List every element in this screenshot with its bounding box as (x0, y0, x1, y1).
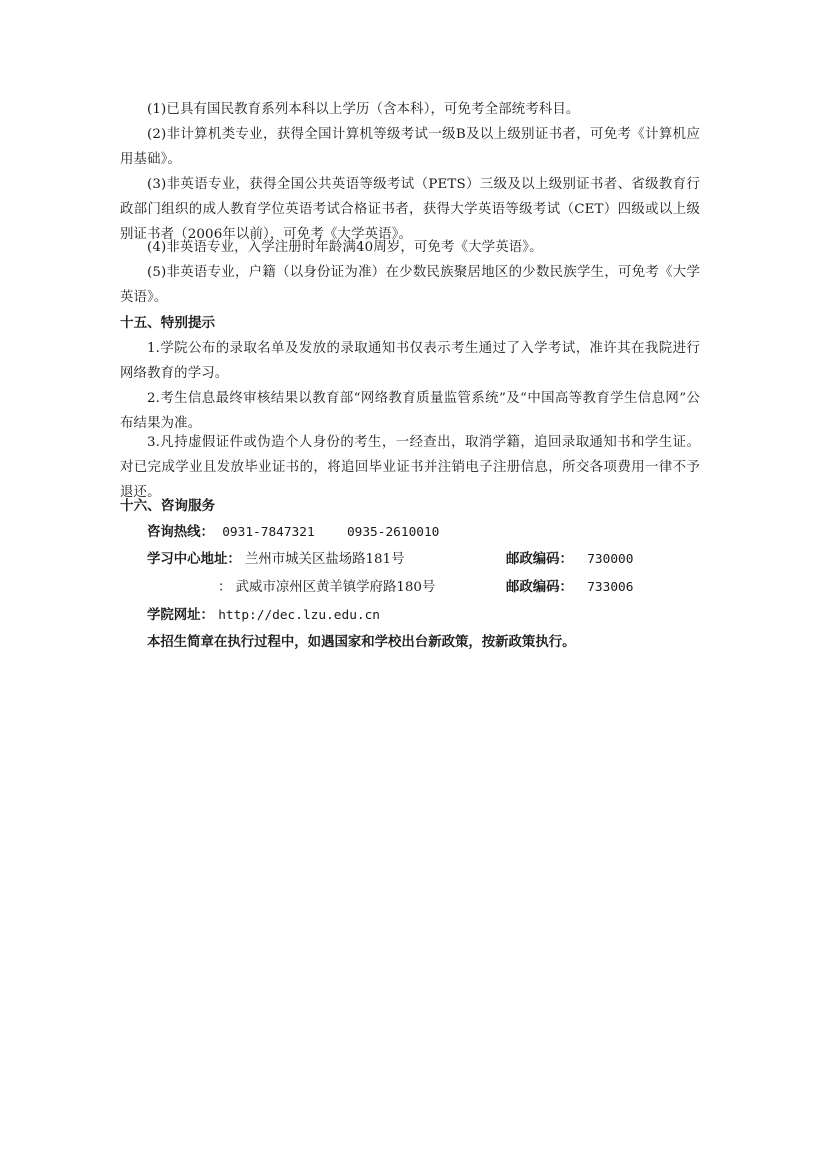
section-15-title: 十五、特别提示 (120, 315, 216, 331)
exemption-item-1: (1)已具有国民教育系列本科以上学历（含本科），可免考全部统考科目。 (147, 102, 580, 117)
center-1-row (147, 547, 404, 572)
exemption-item-5: (5)非英语专业，户籍（以身份证为准）在少数民族聚居地区的少数民族学生，可免考《大学英语》。 (120, 265, 700, 305)
notice-item-2: 2.考生信息最终审核结果以教育部“网络教育质量监管系统”及“中国高等教育学生信息网”公布结果为准。 (120, 391, 700, 431)
postcode-1: 730000 (587, 552, 634, 567)
notice-item-1: 1.学院公布的录取名单及发放的录取通知书仅表示考生通过了入学考试，准许其在我院进行网络教育的学习。 (120, 341, 700, 381)
center-label: 学习中心地址： (147, 552, 241, 567)
exemption-item-4: (4)非英语专业，入学注册时年龄满40周岁，可免考《大学英语》。 (147, 240, 543, 255)
postcode-1-row (506, 547, 633, 572)
policy-note: 本招生简章在执行过程中，如遇国家和学校出台新政策，按新政策执行。 (147, 634, 576, 650)
hotline-number-2: 0935-2610010 (346, 525, 440, 540)
center-2-address: 武威市凉州区黄羊镇学府路180号 (235, 580, 436, 595)
hotline-label: 咨询热线： (147, 525, 214, 540)
center-2-prefix: ： (218, 580, 232, 595)
hotline-row (147, 520, 439, 545)
center-2-row (218, 575, 435, 600)
hotline-number-1: 0931-7847321 (222, 525, 315, 540)
postcode-label-1: 邮政编码： (506, 552, 573, 567)
postcode-2: 733006 (587, 580, 634, 595)
postcode-2-row (506, 575, 633, 600)
website-row (147, 603, 380, 628)
exemption-item-2: (2)非计算机类专业，获得全国计算机等级考试一级B及以上级别证书者，可免考《计算机应用基础》。 (120, 127, 700, 167)
notice-item-3: 3.凡持虚假证件或伪造个人身份的考生，一经查出，取消学籍，追回录取通知书和学生证。对已完成学业且发放毕业证书的，将追回毕业证书并注销电子注册信息，所交各项费用一律不予退还。 (120, 435, 700, 500)
postcode-label-2: 邮政编码： (506, 580, 573, 595)
website-label: 学院网址： (147, 608, 214, 623)
exemption-item-3: (3)非英语专业，获得全国公共英语等级考试（PETS）三级及以上级别证书者、省级教育行政部门组织的成人教育学位英语考试合格证书者，获得大学英语等级考试（CET）四级或以上级别证书者（2006年以前），可免考《大学英语》。 (120, 177, 700, 242)
website-link[interactable]: http://dec.lzu.edu.cn (218, 608, 381, 623)
section-16-title: 十六、咨询服务 (120, 498, 216, 514)
center-1-address: 兰州市城关区盐场路181号 (245, 552, 405, 567)
